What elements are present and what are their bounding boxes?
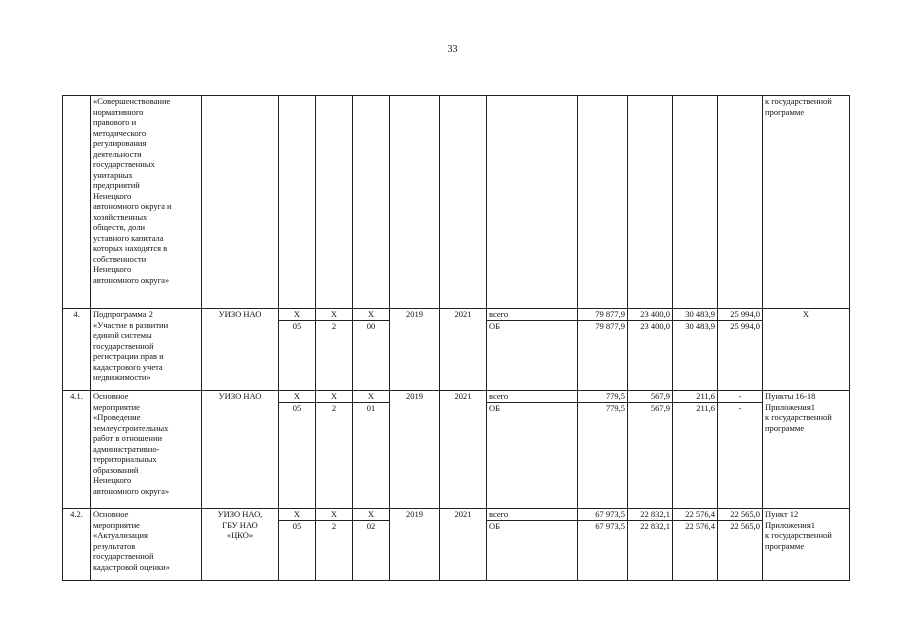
row-executor [202,96,279,309]
row-code-2: Х 2 [316,509,353,581]
row-source: всего ОБ [487,391,578,509]
row-executor: УИЗО НАО [202,391,279,509]
page-number: 33 [447,44,458,55]
row-year-2 [673,96,718,309]
row-year-2: 211,6 211,6 [673,391,718,509]
row-code-3 [353,96,390,309]
row-link: Пункт 12 Приложения1 к государственной программе [763,509,850,581]
row-source: всего ОБ [487,509,578,581]
program-table [62,95,850,581]
row-number: 4.1. [63,391,91,509]
row-start-year: 2019 [390,509,440,581]
row-link: Х [763,309,850,391]
row-year-1: 567,9 567,9 [628,391,673,509]
row-total: 79 877,9 79 877,9 [578,309,628,391]
row-name: Основное мероприятие «Проведение землеустроительных работ в отношении административно- территориальных образований Ненецкого автономного округа» [91,391,202,509]
row-end-year: 2021 [440,509,487,581]
row-start-year: 2019 [390,309,440,391]
row-year-2: 30 483,9 30 483,9 [673,309,718,391]
row-name: Подпрограмма 2 «Участие в развитии единой системы государственной регистрации прав и кадастрового учета недвижимости» [91,309,202,391]
row-number [63,96,91,309]
row-code-1: Х 05 [279,509,316,581]
row-code-3: Х 00 [353,309,390,391]
row-year-3: 22 565,0 22 565,0 [718,509,763,581]
row-year-3: - - [718,391,763,509]
row-end-year: 2021 [440,391,487,509]
row-start-year [390,96,440,309]
row-total: 67 973,5 67 973,5 [578,509,628,581]
table-row [63,96,850,309]
row-name: «Совершенствование нормативного правового и методического регулирования деятельности государственных унитарных предприятий Ненецкого автономного округа и хозяйственных обществ, доли уставного капитала которых находятся в собственности Ненецкого автономного округа» [91,96,202,309]
row-code-2: Х 2 [316,309,353,391]
row-end-year: 2021 [440,309,487,391]
row-name: Основное мероприятие «Актуализация результатов государственной кадастровой оценки» [91,509,202,581]
row-number: 4. [63,309,91,391]
row-code-1: Х 05 [279,391,316,509]
row-total: 779,5 779,5 [578,391,628,509]
row-year-3: 25 994,0 25 994,0 [718,309,763,391]
row-number: 4.2. [63,509,91,581]
row-executor: УИЗО НАО [202,309,279,391]
row-link: к государственной программе [763,96,850,309]
row-start-year: 2019 [390,391,440,509]
table-row [63,391,850,509]
row-year-1 [628,96,673,309]
row-link: Пункты 16-18 Приложения1 к государственной программе [763,391,850,509]
row-year-1: 23 400,0 23 400,0 [628,309,673,391]
row-total [578,96,628,309]
row-code-3: Х 01 [353,391,390,509]
row-code-1 [279,96,316,309]
row-end-year [440,96,487,309]
row-year-1: 22 832,1 22 832,1 [628,509,673,581]
table-row [63,309,850,391]
row-executor: УИЗО НАО, ГБУ НАО «ЦКО» [202,509,279,581]
row-code-1: Х 05 [279,309,316,391]
row-code-2 [316,96,353,309]
row-source: всего ОБ [487,309,578,391]
row-code-2: Х 2 [316,391,353,509]
row-year-2: 22 576,4 22 576,4 [673,509,718,581]
row-source [487,96,578,309]
row-code-3: Х 02 [353,509,390,581]
row-year-3 [718,96,763,309]
table-row [63,509,850,581]
